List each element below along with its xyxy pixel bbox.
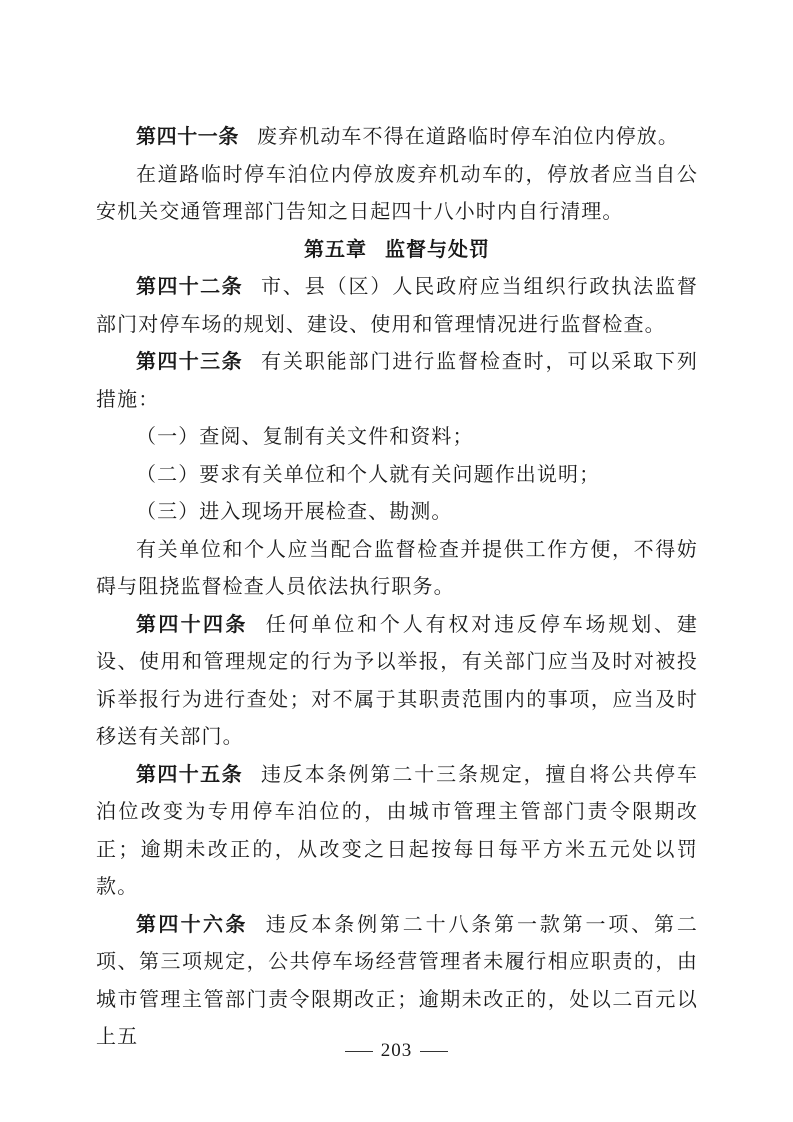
page-number: 203: [380, 1040, 413, 1061]
article-text: 违反本条例第二十三条规定，擅自将公共停车泊位改变为专用停车泊位的，由城市管理主管部门责令限期改正；逾期未改正的，从改变之日起按每日每平方米五元处以罚款。: [96, 761, 699, 898]
article-45: [96, 756, 698, 906]
article-number: 第四十六条: [136, 911, 248, 936]
article-text: 有关职能部门进行监督检查时，可以采取下列措施：: [96, 349, 699, 411]
list-item: [96, 418, 698, 456]
paragraph-text: 有关单位和个人应当配合监督检查并提供工作方便，不得妨碍与阻挠监督检查人员依法执行职务。: [96, 536, 698, 598]
chapter-heading: [96, 231, 698, 269]
chapter-number: 第五章: [304, 236, 367, 261]
list-item: [96, 493, 698, 531]
list-item-text: （一）查阅、复制有关文件和资料；: [136, 424, 474, 448]
list-item-text: （三）进入现场开展检查、勘测。: [136, 499, 453, 523]
dash-decoration: [420, 1051, 448, 1052]
article-number: 第四十四条: [136, 611, 248, 636]
list-item-text: （二）要求有关单位和个人就有关问题作出说明；: [136, 461, 601, 486]
article-41: [96, 118, 698, 156]
article-text: 任何单位和个人有权对违反停车场规划、建设、使用和管理规定的行为予以举报，有关部门应当及时对被投诉举报行为进行查处；对不属于其职责范围内的事项，应当及时移送有关部门。: [96, 611, 698, 748]
article-text: 违反本条例第二十八条第一款第一项、第二项、第三项规定，公共停车场经营管理者未履行相应职责的，由城市管理主管部门责令限期改正；逾期未改正的，处以二百元以上五: [96, 911, 698, 1048]
article-42: [96, 268, 698, 343]
article-46: [96, 906, 698, 1056]
dash-decoration: [345, 1051, 373, 1052]
article-44: [96, 606, 698, 756]
paragraph: [96, 531, 698, 606]
article-text: 市、县（区）人民政府应当组织行政执法监督部门对停车场的规划、建设、使用和管理情况进行监督检查。: [96, 274, 699, 336]
article-number: 第四十三条: [136, 349, 243, 373]
article-text: 废弃机动车不得在道路临时停车泊位内停放。: [257, 124, 679, 148]
article-number: 第四十一条: [136, 124, 239, 148]
article-number: 第四十二条: [136, 274, 243, 298]
page-footer: [0, 1040, 793, 1062]
list-item: [96, 456, 698, 494]
article-43: [96, 343, 698, 418]
document-body: [96, 118, 698, 1056]
paragraph-text: 在道路临时停车泊位内停放废弃机动车的，停放者应当自公安机关交通管理部门告知之日起四十八小时内自行清理。: [96, 161, 698, 223]
article-number: 第四十五条: [136, 761, 243, 786]
paragraph: [96, 156, 698, 231]
chapter-title: 监督与处罚: [385, 236, 490, 261]
